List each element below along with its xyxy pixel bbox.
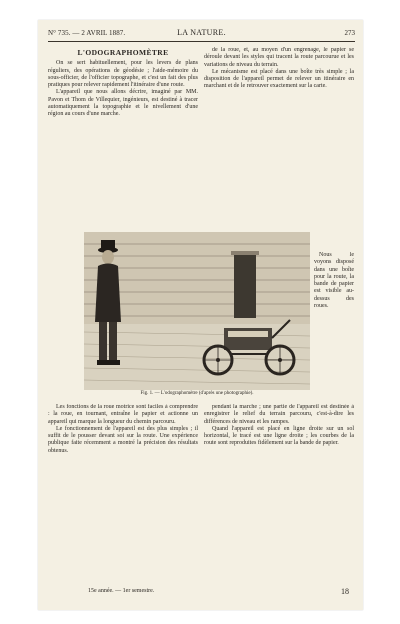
paragraph: de la roue, et, au moyen d'un engrenage, le papier se déroule devant les styles qui tracent la route parcourue et les variations de niveau du terrain. <box>204 47 354 68</box>
bottom-right-column <box>204 404 354 584</box>
paragraph: On se sert habituellement, pour les levers de plans réguliers, des opérations de géodésie ; l'aide-mémoire du sous-officier, de l'officier topographe, et c'est un fait des plus pratiques pour relever rapidement l'itinéraire d'une route. <box>48 60 198 89</box>
paragraph: pendant la marche ; une partie de l'appareil est destinée à enregistrer le relief du terrain parcouru, c'est-à-dire les différences de niveau et les rampes. <box>204 404 354 425</box>
paragraph: L'appareil que nous allons décrire, imaginé par MM. Pavon et Thom de Villequier, ingénieurs, est destiné à tracer automatiquement la topographie et le nivellement d'une région au cours d'une marche. <box>48 89 198 118</box>
signature-mark: 18 <box>341 587 349 596</box>
page-header <box>48 28 355 40</box>
article-title: L'ODOGRAPHOMÈTRE <box>77 48 169 57</box>
illustration <box>84 232 310 390</box>
right-column <box>204 47 354 252</box>
volume-line: 15e année. — 1er semestre. <box>88 588 155 594</box>
narrow-column <box>314 252 354 406</box>
doorway <box>234 254 256 318</box>
paragraph: Nous le voyons disposé dans une boîte pour la route, la bande de papier est visible au-dessus des roues. <box>314 252 354 310</box>
engraving-svg <box>84 232 310 390</box>
figure-caption: Fig. 1. — L'odographomètre (d'après une photographie). <box>140 391 254 396</box>
page-footer <box>48 588 355 598</box>
paragraph: Quand l'appareil est placé en ligne droite sur un sol horizontal, le tracé est une ligne droite ; les courbes de la route sont reproduites fidèlement sur la bande de papier. <box>204 425 354 447</box>
bottom-left-column <box>48 404 198 584</box>
left-column <box>48 47 198 262</box>
journal-page <box>38 20 363 610</box>
paragraph: Le mécanisme est placé dans une boîte très simple ; la disposition de l'appareil permet de relever un itinéraire en marchant et de le retrouver exactement sur la carte. <box>204 68 354 90</box>
issue-number: N° 735. — 2 AVRIL 1887. <box>48 29 126 37</box>
paragraph: Le fonctionnement de l'appareil est des plus simples ; il suffit de le pousser devant soi sur la route. Une expérience publique faite récemment a montré la précision des résultats obtenus. <box>48 425 198 454</box>
header-rule <box>48 41 355 42</box>
page-number: 273 <box>344 29 355 37</box>
journal-title: LA NATURE. <box>177 28 226 37</box>
paragraph: Les fonctions de la roue motrice sont faciles à comprendre : la roue, en tournant, entraîne le papier et actionne un appareil qui marque la longueur du chemin parcouru. <box>48 404 198 425</box>
door-lintel <box>231 251 259 255</box>
